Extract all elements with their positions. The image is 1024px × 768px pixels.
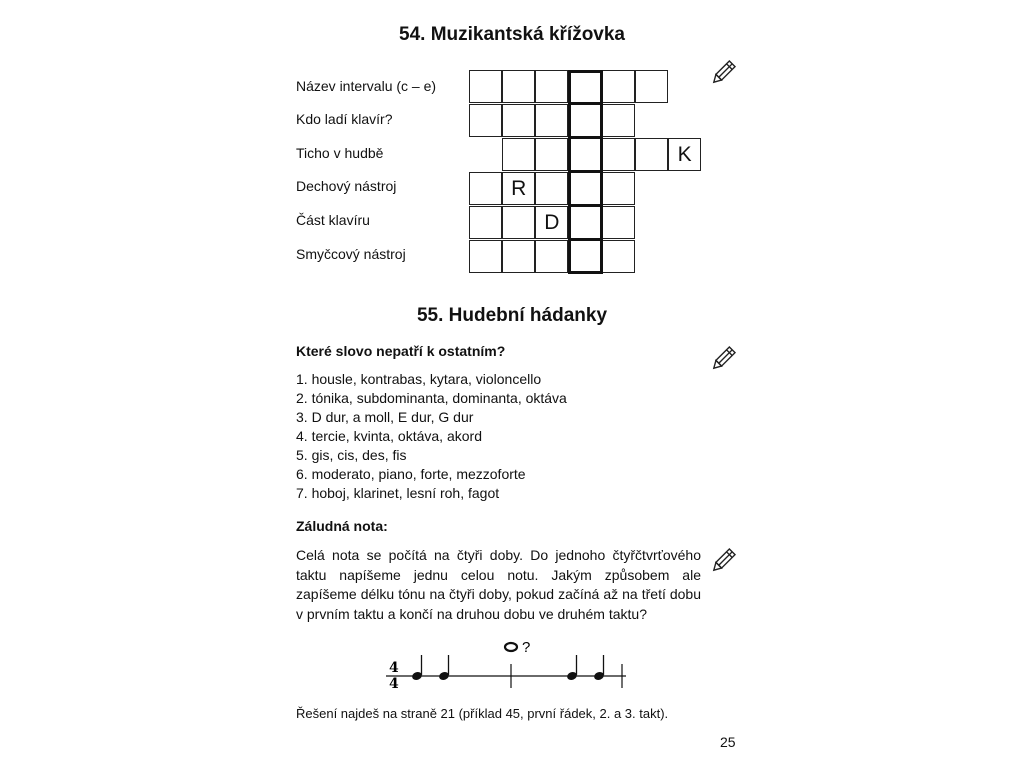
- music-staff: [380, 636, 630, 694]
- section-54-title: 54. Muzikantská křížovka: [399, 24, 625, 45]
- solution-separator: [568, 238, 603, 241]
- quarter-note: [438, 655, 450, 681]
- pencil-icon: [708, 58, 738, 88]
- crossword-cell: [635, 70, 668, 103]
- crossword-cell: [602, 172, 635, 205]
- quarter-note: [566, 655, 578, 681]
- solution-separator: [568, 170, 603, 173]
- crossword-cell: [469, 70, 502, 103]
- crossword-cell: [535, 240, 568, 273]
- riddle-list: [296, 370, 567, 503]
- solution-separator: [568, 204, 603, 207]
- crossword-cell: [535, 138, 568, 171]
- crossword-cell: [602, 138, 635, 171]
- crossword-cell: [469, 240, 502, 273]
- list-item: 3. D dur, a moll, E dur, G dur: [296, 409, 474, 425]
- crossword-cell: D: [535, 206, 568, 239]
- crossword-cell: [602, 70, 635, 103]
- clue-2: Kdo ladí klavír?: [296, 111, 393, 127]
- time-signature-top: 4: [389, 660, 399, 676]
- clue-4: Dechový nástroj: [296, 178, 397, 194]
- solution-separator: [568, 102, 603, 105]
- whole-note: [505, 643, 517, 651]
- crossword-cell: [469, 172, 502, 205]
- crossword-cell: [502, 206, 535, 239]
- quarter-note: [593, 655, 605, 681]
- crossword-cell: K: [668, 138, 701, 171]
- crossword-cell: [502, 70, 535, 103]
- crossword-cell: R: [502, 172, 535, 205]
- solution-separator: [568, 136, 603, 139]
- list-item: 5. gis, cis, des, fis: [296, 447, 407, 463]
- list-item: 7. hoboj, klarinet, lesní roh, fagot: [296, 485, 500, 501]
- crossword-cell: [502, 138, 535, 171]
- crossword-cell: [469, 104, 502, 137]
- list-item: 1. housle, kontrabas, kytara, violoncello: [296, 371, 542, 387]
- crossword-cell: [602, 206, 635, 239]
- crossword-cell: [502, 240, 535, 273]
- clue-3: Ticho v hudbě: [296, 145, 384, 161]
- question-heading: Které slovo nepatří k ostatním?: [296, 343, 506, 359]
- quarter-note: [411, 655, 423, 681]
- solution-reference: Řešení najdeš na straně 21 (příklad 45, první řádek, 2. a 3. takt).: [296, 706, 669, 721]
- list-item: 6. moderato, piano, forte, mezzoforte: [296, 466, 526, 482]
- clue-1: Název intervalu (c – e): [296, 78, 437, 94]
- pencil-icon: [708, 344, 738, 374]
- clue-5: Část klavíru: [296, 212, 370, 228]
- crossword-cell: [535, 172, 568, 205]
- question-mark: ?: [522, 639, 531, 656]
- crossword-cell: [602, 104, 635, 137]
- crossword-cell: [502, 104, 535, 137]
- crossword-cell: [635, 138, 668, 171]
- pencil-icon: [708, 546, 738, 576]
- time-signature-bottom: 4: [389, 676, 399, 692]
- tricky-note-text: Celá nota se počítá na čtyři doby. Do jednoho čtyřčtvrťového taktu napíšeme jednu celou notu. Jakým způsobem ale zapíšeme délku tónu na čtyři doby, pokud začíná až na třetí dobu v prvním taktu a končí na druhou dobu ve druhém taktu?: [296, 547, 701, 622]
- crossword-cell: [602, 240, 635, 273]
- list-item: 4. tercie, kvinta, oktáva, akord: [296, 428, 482, 444]
- clue-6: Smyčcový nástroj: [296, 246, 406, 262]
- list-item: 2. tónika, subdominanta, dominanta, oktáva: [296, 390, 567, 406]
- section-55-title: 55. Hudební hádanky: [416, 305, 608, 326]
- tricky-note-heading: Záludná nota:: [296, 518, 388, 534]
- crossword-cell: [535, 70, 568, 103]
- crossword-cell: [535, 104, 568, 137]
- page-number: 25: [720, 734, 736, 750]
- crossword-cell: [469, 206, 502, 239]
